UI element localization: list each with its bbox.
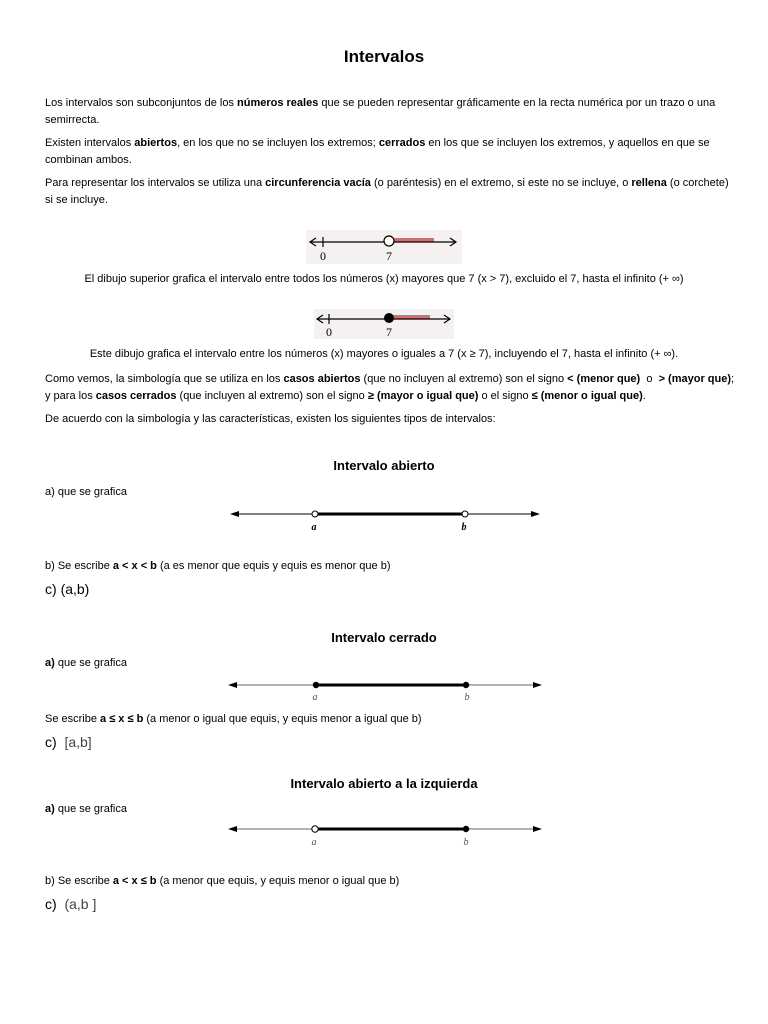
open-endpoint-b [462,511,468,517]
right-arrow [531,511,540,517]
left-arrow [230,511,239,517]
closed-graph-label [45,655,730,672]
left-open-graph-label [45,801,730,818]
tick-label-0: 0 [320,249,326,263]
endpoint-label-b: b [461,522,467,533]
number-line-figure-open [306,230,462,264]
text: (a es menor que equis y equis es menor que b) [156,560,391,572]
right-arrow [533,826,542,832]
open-written-form [45,558,730,575]
text: Se escribe [45,713,101,725]
intro-paragraph-1 [45,95,730,128]
open-endpoint-a [312,511,318,517]
left-open-written-form [45,873,730,890]
notation-value: [a,b] [64,734,92,750]
text: c) [45,896,65,912]
bold-text: < (menor que) [567,373,641,385]
text: que se grafica [54,657,127,669]
open-interval-graph [228,505,542,535]
bold-text: números reales [237,97,319,109]
figure1-caption: El dibujo superior grafica el intervalo entre todos los números (x) mayores que 7 (x > 7), excluido el 7, hasta el infinito (+ ∞) [84,273,684,285]
notation-value: (a,b) [60,581,90,597]
bold-text: ≥ (mayor o igual que) [367,389,479,402]
figure-background [306,230,462,264]
right-arrow [533,682,542,688]
heading-open-interval: Intervalo abierto [333,458,435,473]
bold-text: > (mayor que) [658,373,731,385]
bold-text: a < x ≤ b [112,875,157,887]
open-circle-7 [384,236,394,246]
bold-text: circunferencia vacía [265,177,371,189]
bold-text: cerrados [378,137,426,149]
filled-circle-7 [384,313,394,323]
endpoint-label-a: a [311,837,317,848]
intro-paragraph-3 [45,175,730,208]
left-open-notation [45,896,96,912]
figure-background [314,309,454,339]
open-graph-label: a) que se grafica [45,486,127,498]
text: c) [45,581,61,597]
shaded-ray [392,238,434,242]
symbology-paragraph [45,371,735,404]
left-open-interval-graph [226,820,544,850]
bold-text: a ≤ x ≤ b [100,713,144,725]
notation-value: (a,b ] [64,896,97,912]
bold-text: casos abiertos [283,373,361,385]
closed-written-form [45,711,730,728]
text: ; y para los [45,373,735,402]
text: Los intervalos son subconjuntos de los [45,97,238,109]
open-endpoint-a [312,826,318,832]
tick-label-7: 7 [386,249,392,263]
bold-text: rellena [631,177,667,189]
bold-text: a < x < b [112,560,157,572]
text: en los que se incluyen los extremos, y aquellos en que se combinan ambos. [45,137,710,166]
figure2-caption: Este dibujo grafica el intervalo entre los números (x) mayores o iguales a 7 (x ≥ 7), incluyendo el 7, hasta el infinito (+ ∞). [89,348,679,360]
text: . [642,389,646,402]
heading-left-open-interval: Intervalo abierto a la izquierda [290,776,478,791]
bold-text: abiertos [134,137,178,149]
closed-endpoint-b [463,682,469,688]
shaded-ray [390,315,430,319]
text: (a menor o igual que equis, y equis menor a igual que b) [143,713,422,725]
heading-closed-interval: Intervalo cerrado [331,630,437,645]
types-intro: De acuerdo con la simbología y las características, existen los siguientes tipos de intervalos: [45,413,496,425]
page-title: Intervalos [343,47,425,66]
open-notation [45,581,89,597]
number-line-figure-closed [314,309,454,339]
endpoint-label-b: b [463,837,469,848]
text: , en los que no se incluyen los extremos; [177,137,379,149]
bold-text: casos cerrados [95,389,177,402]
endpoint-label-a: a [312,692,318,703]
text: b) Se escribe [45,875,113,887]
text: (que incluyen al extremo) son el signo [176,389,368,402]
intro-paragraph-2 [45,135,730,168]
bold-text: a) [45,803,55,815]
text: b) Se escribe [45,560,113,572]
closed-notation [45,734,92,750]
text: Como vemos, la simbología que se utiliza en los [45,373,284,385]
endpoint-label-b: b [464,692,470,703]
text: que se grafica [54,803,127,815]
left-arrow [228,682,237,688]
bold-text: a) [45,657,55,669]
text: (que no incluyen al extremo) son el signo [360,373,568,385]
closed-interval-graph [226,676,544,706]
text: (o corchete) si se incluye. [45,177,729,206]
tick-label-7: 7 [386,325,392,339]
text: (a menor que equis, y equis menor o igual que b) [156,875,400,887]
tick-label-0: 0 [326,325,332,339]
text: Para representar los intervalos se utiliza una [45,177,266,189]
left-arrow [228,826,237,832]
text: (o paréntesis) en el extremo, si este no se incluye, o [370,177,632,189]
text: o el signo [478,389,532,402]
endpoint-label-a: a [311,522,317,533]
text: que se pueden representar gráficamente en la recta numérica por un trazo o una semirrecta. [45,97,716,126]
bold-text: ≤ (menor o igual que) [531,389,643,402]
text: c) [45,734,65,750]
text: Existen intervalos [45,137,135,149]
closed-endpoint-b [463,826,469,832]
text: o [640,373,659,385]
closed-endpoint-a [313,682,319,688]
